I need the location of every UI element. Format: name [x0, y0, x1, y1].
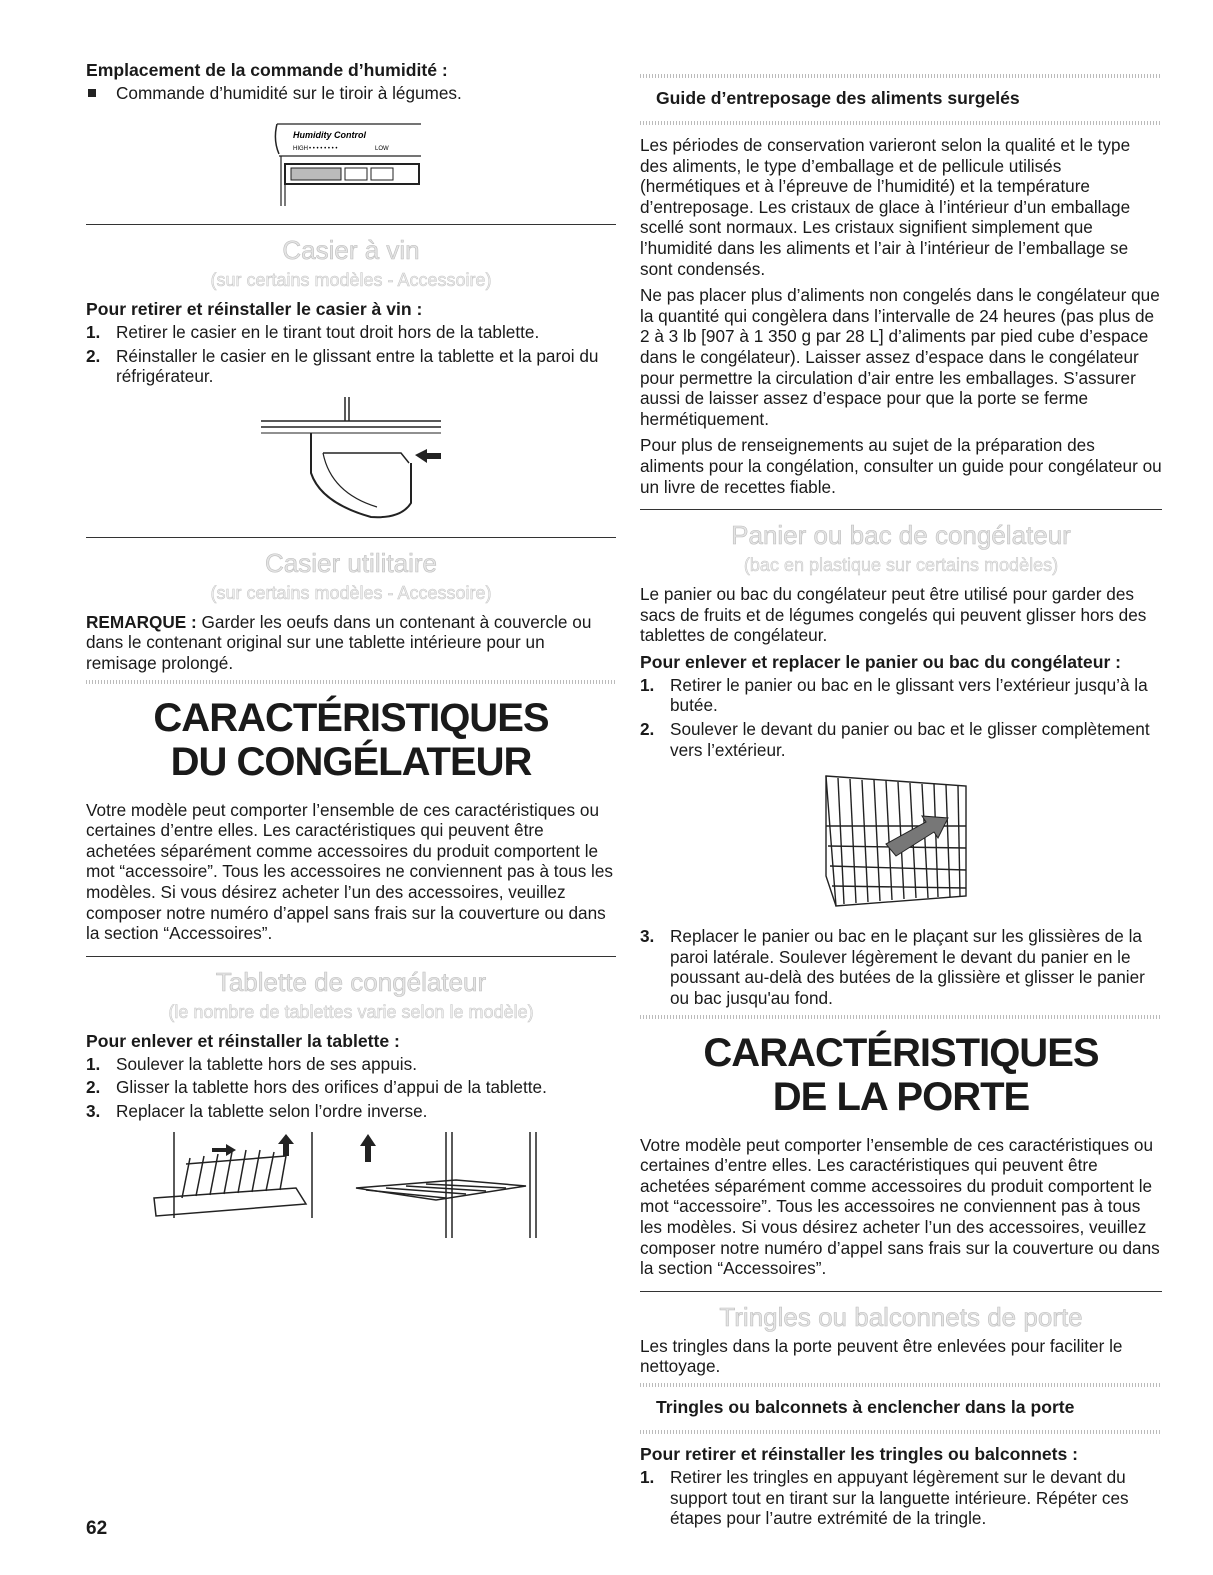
freezer-basket-subtitle: (bac en plastique sur certains modèles) — [743, 555, 1059, 576]
freezer-features-title — [86, 696, 616, 784]
humidity-dots: • • • • • • • • — [309, 146, 338, 152]
freezer-title-line2: DU CONGÉLATEUR — [170, 739, 532, 784]
wine-rack-title: Casier à vin — [282, 235, 420, 265]
freezer-shelf-subtitle: (le nombre de tablettes varie selon le modèle) — [168, 1001, 534, 1022]
step-text: Replacer le panier ou bac en le plaçant sur les glissières de la paroi latérale. Soulever légèrement le devant du panier en le poussant au-delà des butées de la glissière et glisser le panier ou bac jusqu'au fond. — [670, 926, 1145, 1009]
frozen-storage-guide-heading: Guide d’entreposage des aliments surgelés — [656, 88, 1020, 108]
list-item — [86, 1054, 616, 1075]
list-item — [86, 1101, 616, 1122]
utility-bin-subtitle: (sur certains modèles - Accessoire) — [210, 582, 492, 603]
wine-rack-subtitle: (sur certains modèles - Accessoire) — [210, 270, 492, 290]
door-intro: Votre modèle peut comporter l’ensemble de ces caractéristiques ou certaines d’entre elles. Les caractéristiques qui peuvent être achetées séparément comme accessoires du produit comportent le mot “accessoire”. Tous les accessoires ne conviennent pas à tous les modèles. Si vous désirez acheter l’un des accessoires, veuillez composer notre numéro d’appel sans frais sur la couverture ou dans la section “Accessoires”. — [640, 1134, 1160, 1279]
freezer-title-line1: CARACTÉRISTIQUES — [153, 695, 549, 740]
snap-in-rails-heading: Tringles ou balconnets à enclencher dans la porte — [656, 1396, 1075, 1417]
list-item — [86, 1077, 616, 1098]
step-number: 1. — [86, 1053, 101, 1074]
step-text: Réinstaller le casier en le glissant entre la tablette et la paroi du réfrigérateur. — [116, 345, 599, 387]
note-label: REMARQUE : — [86, 611, 197, 632]
door-features-title — [640, 1031, 1162, 1119]
dotted-divider — [640, 1015, 1162, 1019]
divider — [86, 224, 616, 225]
wine-rack-heading: Pour retirer et réinstaller le casier à vin : — [86, 299, 423, 319]
divider — [640, 1291, 1162, 1292]
list-item — [640, 675, 1162, 716]
up-arrow-icon — [278, 1134, 294, 1156]
arrow-icon — [415, 449, 441, 463]
list-item — [86, 322, 616, 343]
step-text: Soulever la tablette hors de ses appuis. — [116, 1053, 417, 1074]
step-text: Replacer la tablette selon l’ordre inverse. — [116, 1100, 428, 1121]
list-item — [640, 1467, 1162, 1529]
humidity-bullet — [86, 83, 616, 104]
freezer-basket-heading: Pour enlever et replacer le panier ou bac du congélateur : — [640, 651, 1122, 672]
wine-rack-illustration — [231, 393, 471, 523]
step-number: 2. — [640, 719, 655, 740]
freezer-shelf-steps — [86, 1054, 616, 1122]
step-text: Retirer les tringles en appuyant légèrement sur le devant du support tout en tirant sur la languette intérieure. Répéter ces étapes pour l’autre extrémité de la tringle. — [670, 1466, 1129, 1529]
bullet-square — [88, 89, 96, 97]
wine-rack-figure — [86, 393, 616, 523]
step-text: Retirer le casier en le tirant tout droit hors de la tablette. — [116, 322, 540, 342]
list-item — [640, 719, 1162, 760]
right-column — [640, 68, 1162, 1535]
wine-rack-steps — [86, 322, 616, 387]
door-rails-steps — [640, 1467, 1162, 1529]
door-rails-heading: Pour retirer et réinstaller les tringles ou balconnets : — [640, 1443, 1079, 1464]
divider — [640, 509, 1162, 510]
dotted-divider — [640, 1383, 1162, 1387]
dotted-divider — [640, 74, 1162, 78]
step-number: 1. — [640, 674, 655, 695]
freezer-basket-title: Panier ou bac de congélateur — [731, 520, 1071, 551]
freezer-intro: Votre modèle peut comporter l’ensemble de ces caractéristiques ou certaines d’entre elles. Les caractéristiques qui peuvent être achetées séparément comme accessoires du produit comportent le mot “accessoire”. Tous les accessoires ne conviennent pas à tous les modèles. Si vous désirez acheter l’un des accessoires, veuillez composer notre numéro d’appel sans frais sur la couverture ou dans la section “Accessoires”. — [86, 799, 614, 944]
left-column — [86, 60, 616, 1248]
humidity-heading: Emplacement de la commande d’humidité : — [86, 60, 448, 80]
guide-paragraph: Ne pas placer plus d’aliments non congelés dans le congélateur que la quantité qui congèlera dans l’intervalle de 24 heures (pas plus de 2 à 3 lb [907 à 1 350 g par 28 L] d’aliments par pied cube d’espace dans le congélateur). Laisser assez d’espace dans le congélateur pour permettre la circulation d’air entre les emballages. S’assurer aussi de laisser assez d’espace pour que la porte se ferme hermétiquement. — [640, 285, 1160, 429]
humidity-figure-title: Humidity Control — [293, 130, 366, 140]
door-title-line2: DE LA PORTE — [772, 1074, 1030, 1119]
step-number: 1. — [640, 1466, 655, 1487]
door-rails-title: Tringles ou balconnets de porte — [719, 1301, 1083, 1332]
step-number: 3. — [86, 1100, 101, 1121]
freezer-basket-illustration — [816, 766, 986, 914]
utility-note — [86, 612, 616, 674]
freezer-shelf-illustration — [146, 1128, 546, 1238]
step-text: Retirer le panier ou bac en le glissant vers l’extérieur jusqu’à la butée. — [670, 674, 1148, 716]
humidity-figure-high: HIGH — [293, 146, 308, 152]
right-arrow-icon — [212, 1144, 236, 1156]
divider — [86, 537, 616, 538]
freezer-basket-figure — [640, 766, 1162, 916]
dotted-divider — [640, 1430, 1162, 1434]
freezer-basket-steps — [640, 675, 1162, 760]
page-number: 62 — [86, 1518, 108, 1539]
step-number: 1. — [86, 322, 101, 342]
dotted-divider — [640, 121, 1162, 125]
door-rails-intro: Les tringles dans la porte peuvent être enlevées pour faciliter le nettoyage. — [640, 1335, 1123, 1377]
freezer-shelf-title: Tablette de congélateur — [215, 966, 487, 997]
up-arrow-icon — [360, 1134, 376, 1162]
humidity-control-illustration — [271, 120, 431, 208]
dotted-divider — [86, 680, 616, 684]
step-text: Glisser la tablette hors des orifices d’appui de la tablette. — [116, 1077, 547, 1098]
divider — [86, 956, 616, 957]
arrow-icon — [886, 816, 948, 856]
list-item — [86, 346, 616, 387]
step-text: Soulever le devant du panier ou bac et le glisser complètement vers l’extérieur. — [670, 719, 1150, 760]
freezer-shelf-heading: Pour enlever et réinstaller la tablette : — [86, 1030, 400, 1051]
door-title-line1: CARACTÉRISTIQUES — [703, 1030, 1099, 1075]
humidity-control-figure — [86, 120, 616, 212]
utility-bin-title: Casier utilitaire — [265, 547, 437, 578]
note-text: Garder les oeufs dans un contenant à couvercle ou dans le contenant original sur une tablette intérieure pour un remisage prolongé. — [86, 611, 592, 673]
step-number: 3. — [640, 926, 655, 947]
step-number: 2. — [86, 1077, 101, 1098]
guide-paragraph: Les périodes de conservation varieront selon la qualité et le type des aliments, le type d’emballage et de pellicule utilisés (hermétiques et à l’épreuve de l’humidité) et la température d’entreposage. Les cristaux de glace à l’intérieur d’un emballage scellé sont normaux. Les cristaux signifient simplement que l’humidité dans les aliments et l’air à l’intérieur de l’emballage se sont condensés. — [640, 135, 1131, 279]
humidity-figure-low: LOW — [375, 146, 389, 152]
humidity-bullet-text: Commande d’humidité sur le tiroir à légumes. — [116, 83, 462, 103]
freezer-basket-intro: Le panier ou bac du congélateur peut être utilisé pour garder des sacs de fruits et de légumes congelés qui peuvent glisser hors des tablettes de congélateur. — [640, 584, 1147, 646]
guide-paragraph: Pour plus de renseignements au sujet de la préparation des aliments pour la congélation, consulter un guide pour congélateur ou un livre de recettes fiable. — [640, 435, 1162, 497]
freezer-shelf-figure — [86, 1128, 616, 1238]
step-number: 2. — [86, 345, 101, 366]
freezer-basket-step3 — [640, 926, 1162, 1008]
list-item — [640, 926, 1162, 1008]
